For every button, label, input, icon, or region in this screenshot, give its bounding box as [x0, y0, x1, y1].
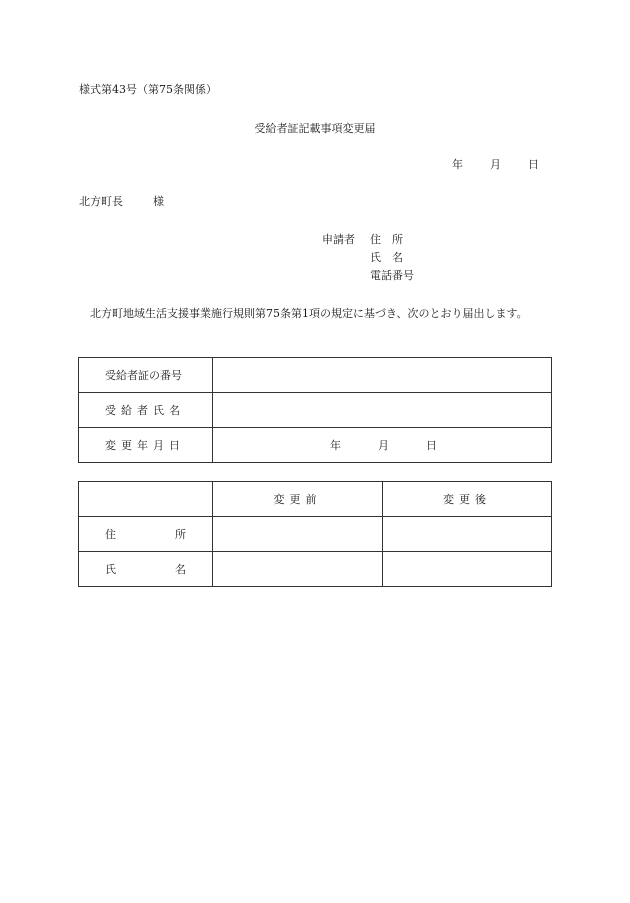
name-label-cell [79, 552, 213, 587]
table-row [79, 517, 552, 552]
name-after-field[interactable] [383, 552, 552, 587]
change-date-label: 変更年月日 [79, 428, 213, 463]
addressee-name: 北方町長 [79, 195, 123, 208]
change-date-field[interactable] [213, 428, 552, 463]
form-number: 様式第43号（第75条関係） [79, 83, 217, 96]
table-row [79, 393, 552, 428]
table-row [79, 428, 552, 463]
name-label-char-1: 氏 [105, 563, 116, 576]
address-label-char-2: 所 [175, 528, 186, 541]
header-before: 変更前 [213, 482, 383, 517]
table-header-row [79, 482, 552, 517]
submission-date-line [452, 156, 539, 172]
header-blank-cell [79, 482, 213, 517]
addressee [79, 193, 164, 209]
address-label-char-1: 住 [105, 528, 116, 541]
name-label-char-2: 名 [175, 563, 186, 576]
recipient-info-table [78, 357, 552, 463]
change-date-year: 年 [330, 439, 341, 452]
table-row [79, 552, 552, 587]
recipient-name-label: 受給者氏名 [79, 393, 213, 428]
name-before-field[interactable] [213, 552, 383, 587]
document-title: 受給者証記載事項変更届 [254, 122, 376, 135]
applicant-label: 申請者 [322, 233, 355, 246]
applicant-phone-label: 電話番号 [370, 269, 414, 282]
address-after-field[interactable] [383, 517, 552, 552]
body-text: 北方町地域生活支援事業施行規則第75条第1項の規定に基づき、次のとおり届出します。 [90, 307, 528, 320]
change-date-day: 日 [426, 439, 437, 452]
change-details-table [78, 481, 552, 587]
recipient-number-label: 受給者証の番号 [79, 358, 213, 393]
applicant-address-label: 住 所 [370, 233, 403, 246]
address-before-field[interactable] [213, 517, 383, 552]
header-after: 変更後 [383, 482, 552, 517]
table-row [79, 358, 552, 393]
change-date-month: 月 [378, 439, 389, 452]
date-month-label: 月 [490, 158, 501, 171]
date-day-label: 日 [528, 158, 539, 171]
recipient-number-field[interactable] [213, 358, 552, 393]
applicant-name-label: 氏 名 [370, 251, 403, 264]
date-year-label: 年 [452, 158, 463, 171]
addressee-honorific: 様 [153, 195, 164, 208]
recipient-name-field[interactable] [213, 393, 552, 428]
address-label-cell [79, 517, 213, 552]
